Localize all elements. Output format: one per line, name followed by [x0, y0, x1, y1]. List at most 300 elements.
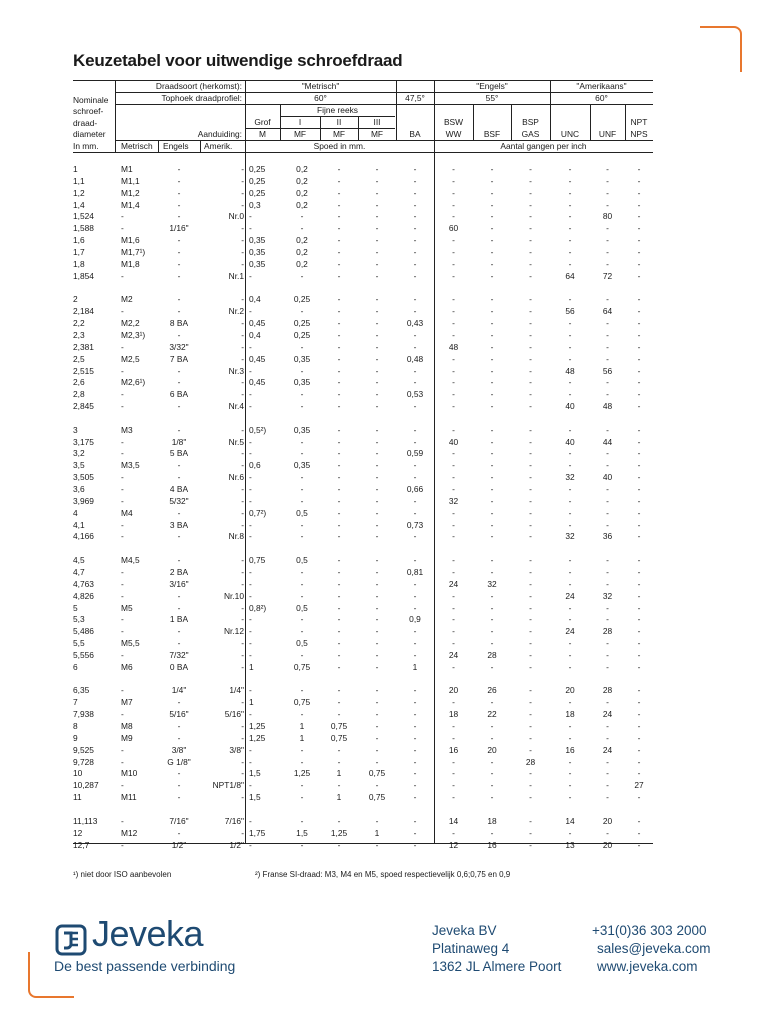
- table-cell: 0,2: [296, 258, 308, 269]
- table-cell: -: [241, 792, 244, 803]
- table-cell: 0,59: [406, 448, 424, 459]
- table-cell: 32: [448, 495, 459, 506]
- table-cell: -: [413, 424, 417, 435]
- table-cell: -: [637, 389, 641, 400]
- table-cell: -: [413, 460, 417, 471]
- table-cell: -: [413, 377, 417, 388]
- code-nps: NPS: [630, 129, 648, 139]
- table-cell: -: [529, 235, 532, 246]
- sub-metrisch: Metrisch: [121, 141, 153, 151]
- table-cell: -: [375, 732, 379, 743]
- table-cell: 1/8": [171, 436, 187, 447]
- table-cell: -: [413, 732, 417, 743]
- table-cell: -: [637, 164, 641, 174]
- table-cell: 0,25: [249, 164, 266, 174]
- table-cell: 1,2: [73, 187, 85, 198]
- table-cell: -: [637, 578, 641, 589]
- table-cell: -: [300, 472, 304, 483]
- group-metrisch: "Metrisch": [301, 81, 340, 91]
- table-cell: 18: [448, 709, 459, 720]
- table-cell: -: [177, 780, 181, 791]
- table-cell: -: [529, 590, 532, 601]
- table-cell: -: [249, 685, 252, 696]
- table-cell: -: [249, 519, 252, 530]
- table-cell: -: [606, 448, 609, 459]
- table-cell: -: [177, 768, 181, 779]
- table-cell: -: [249, 495, 252, 506]
- table-cell: -: [300, 495, 304, 506]
- table-cell: Nr.6: [228, 472, 244, 483]
- table-cell: -: [375, 531, 379, 542]
- table-cell: M1,4: [121, 199, 140, 210]
- table-cell: -: [337, 187, 341, 198]
- table-cell: G 1/8": [167, 756, 191, 767]
- table-cell: 1,6: [73, 235, 85, 246]
- table-cell: -: [490, 768, 494, 779]
- table-cell: -: [568, 258, 572, 269]
- table-cell: -: [637, 519, 641, 530]
- table-cell: -: [529, 187, 532, 198]
- table-cell: 0,75: [330, 732, 348, 743]
- table-cell: 0,6: [249, 460, 261, 471]
- table-cell: -: [337, 697, 341, 708]
- table-cell: -: [529, 827, 532, 838]
- table-cell: -: [606, 294, 609, 305]
- table-cell: -: [413, 602, 417, 613]
- table-cell: -: [241, 484, 244, 494]
- table-cell: -: [413, 401, 417, 411]
- table-cell: -: [568, 353, 572, 364]
- table-cell: -: [490, 306, 494, 317]
- table-cell: -: [413, 329, 417, 340]
- table-cell: -: [413, 495, 417, 506]
- table-cell: -: [606, 235, 609, 246]
- code-ww: WW: [445, 129, 462, 139]
- table-cell: -: [568, 792, 572, 803]
- table-cell: -: [241, 318, 244, 329]
- table-cell: -: [452, 235, 455, 246]
- table-cell: -: [529, 780, 532, 791]
- table-cell: -: [241, 341, 244, 352]
- table-cell: -: [637, 827, 641, 838]
- table-cell: 6,35: [73, 685, 90, 696]
- table-cell: -: [606, 578, 609, 589]
- table-cell: -: [606, 649, 609, 660]
- table-cell: -: [300, 744, 304, 755]
- table-cell: -: [121, 211, 124, 222]
- table-cell: -: [241, 164, 244, 174]
- table-cell: -: [529, 353, 532, 364]
- table-cell: 3,505: [73, 472, 94, 483]
- table-cell: -: [375, 258, 379, 269]
- table-cell: -: [337, 472, 341, 483]
- table-cell: 10: [73, 768, 83, 779]
- table-cell: Nr.5: [228, 436, 244, 447]
- table-cell: -: [241, 697, 244, 708]
- table-cell: -: [413, 839, 417, 850]
- table-cell: -: [606, 164, 609, 174]
- table-cell: 1: [299, 721, 305, 731]
- table-cell: -: [637, 246, 641, 257]
- table-cell: -: [529, 460, 532, 471]
- table-cell: -: [529, 436, 532, 447]
- table-cell: 16: [487, 839, 497, 850]
- table-cell: -: [529, 329, 532, 340]
- table-cell: -: [490, 246, 494, 257]
- table-cell: -: [375, 175, 379, 186]
- table-cell: -: [568, 721, 572, 731]
- table-cell: -: [241, 614, 244, 625]
- table-cell: -: [606, 258, 609, 269]
- table-cell: -: [606, 519, 609, 530]
- table-cell: 4 BA: [169, 484, 189, 494]
- table-cell: -: [413, 531, 417, 542]
- table-cell: -: [337, 258, 341, 269]
- table-cell: -: [177, 199, 181, 210]
- table-cell: 4,1: [73, 519, 85, 530]
- table-cell: M8: [121, 721, 133, 731]
- draadsoort-label: Draadsoort (herkomst):: [155, 81, 242, 91]
- table-cell: 10,287: [73, 780, 99, 791]
- table-cell: -: [490, 401, 494, 411]
- table-cell: -: [121, 839, 124, 850]
- table-cell: -: [568, 495, 572, 506]
- table-cell: -: [637, 175, 641, 186]
- table-cell: 7: [73, 697, 78, 708]
- table-cell: -: [300, 223, 304, 234]
- table-cell: -: [241, 519, 244, 530]
- table-cell: -: [452, 294, 455, 305]
- table-cell: -: [529, 602, 532, 613]
- grof-label: Grof: [254, 117, 271, 127]
- table-cell: 3/8": [171, 744, 187, 755]
- table-cell: 1,25: [330, 827, 348, 838]
- table-cell: 4,7: [73, 566, 85, 577]
- table-cell: 0,75: [249, 555, 266, 566]
- table-cell: -: [375, 780, 379, 791]
- table-cell: -: [249, 472, 252, 483]
- table-cell: -: [568, 827, 572, 838]
- table-cell: -: [337, 389, 341, 400]
- table-cell: 32: [565, 472, 575, 483]
- table-cell: -: [375, 614, 379, 625]
- table-cell: 24: [448, 649, 459, 660]
- table-cell: -: [568, 377, 572, 388]
- table-cell: -: [606, 495, 609, 506]
- table-cell: 2,3: [73, 329, 85, 340]
- table-cell: Nr.8: [228, 531, 244, 542]
- table-cell: -: [121, 448, 124, 459]
- table-cell: -: [637, 436, 641, 447]
- table-cell: -: [606, 175, 609, 186]
- table-cell: -: [121, 590, 124, 601]
- table-cell: -: [637, 815, 641, 826]
- table-cell: 0,35: [249, 235, 266, 246]
- table-cell: -: [121, 649, 124, 660]
- table-cell: -: [177, 164, 181, 174]
- group-engels: "Engels": [476, 81, 508, 91]
- brand-name: Jeveka: [92, 913, 204, 954]
- table-cell: -: [452, 614, 455, 625]
- table-cell: -: [606, 780, 609, 791]
- table-cell: -: [375, 661, 379, 672]
- table-cell: 4,826: [73, 590, 94, 601]
- footnote-2: ²) Franse SI-draad: M3, M4 en M5, spoed respectievelijk 0,6;0,75 en 0,9: [255, 870, 511, 879]
- table-cell: -: [413, 436, 417, 447]
- table-cell: 40: [448, 436, 459, 447]
- table-cell: -: [413, 638, 417, 648]
- table-cell: Nr.0: [228, 211, 244, 222]
- table-cell: M4,5: [121, 555, 140, 566]
- table-cell: -: [637, 590, 641, 601]
- table-cell: 5 BA: [169, 448, 189, 459]
- table-cell: -: [637, 472, 641, 483]
- table-cell: -: [637, 744, 641, 755]
- table-cell: -: [490, 436, 494, 447]
- table-cell: -: [637, 318, 641, 329]
- table-cell: -: [606, 638, 609, 648]
- table-cell: -: [249, 401, 252, 411]
- table-cell: -: [413, 507, 417, 518]
- table-cell: 0,75: [368, 768, 386, 779]
- table-cell: 20: [487, 744, 497, 755]
- table-cell: -: [529, 294, 532, 305]
- corner-decoration-top-right: [700, 26, 742, 72]
- table-cell: -: [490, 341, 494, 352]
- table-cell: M2,5: [121, 353, 140, 364]
- table-cell: -: [413, 626, 417, 637]
- table-cell: 3,175: [73, 436, 94, 447]
- table-cell: -: [490, 294, 494, 305]
- table-cell: -: [177, 555, 181, 566]
- website-link[interactable]: www.jeveka.com: [597, 959, 698, 974]
- table-cell: -: [177, 377, 181, 388]
- table-cell: -: [452, 211, 455, 222]
- table-cell: -: [413, 211, 417, 222]
- table-cell: -: [375, 626, 379, 637]
- table-cell: -: [300, 566, 304, 577]
- table-cell: -: [452, 638, 455, 648]
- table-cell: -: [375, 377, 379, 388]
- table-cell: -: [375, 756, 379, 767]
- table-cell: 36: [602, 531, 613, 542]
- table-cell: -: [568, 555, 572, 566]
- table-cell: -: [606, 566, 609, 577]
- table-cell: -: [606, 223, 609, 234]
- table-cell: -: [529, 792, 532, 803]
- table-cell: 1/2": [229, 839, 244, 850]
- brand-tagline: De best passende verbinding: [54, 958, 236, 974]
- table-cell: -: [121, 578, 124, 589]
- table-cell: -: [249, 815, 252, 826]
- table-cell: -: [568, 199, 572, 210]
- table-cell: -: [529, 578, 532, 589]
- table-cell: 0,35: [293, 353, 311, 364]
- table-cell: -: [529, 519, 532, 530]
- table-cell: -: [490, 377, 494, 388]
- table-cell: 2,381: [73, 341, 94, 352]
- table-cell: -: [337, 649, 341, 660]
- table-cell: -: [568, 649, 572, 660]
- table-cell: -: [337, 566, 341, 577]
- table-cell: -: [490, 697, 494, 708]
- table-cell: -: [606, 507, 609, 518]
- table-cell: -: [529, 341, 532, 352]
- table-cell: 2: [73, 294, 78, 305]
- table-cell: -: [413, 768, 417, 779]
- table-cell: -: [568, 638, 572, 648]
- table-cell: 1,5: [249, 792, 261, 803]
- table-cell: -: [121, 519, 124, 530]
- table-cell: -: [568, 756, 572, 767]
- table-cell: -: [606, 424, 609, 435]
- table-cell: -: [637, 721, 641, 731]
- table-cell: -: [121, 685, 124, 696]
- table-cell: 1: [73, 164, 78, 174]
- table-cell: -: [529, 258, 532, 269]
- table-cell: -: [452, 590, 455, 601]
- table-cell: 0,35: [293, 377, 311, 388]
- table-cell: 32: [565, 531, 575, 542]
- table-cell: -: [413, 187, 417, 198]
- table-cell: -: [452, 258, 455, 269]
- table-cell: M2,2: [121, 318, 140, 329]
- company-name: Jeveka BV: [432, 923, 497, 938]
- table-cell: -: [606, 341, 609, 352]
- table-cell: -: [337, 401, 341, 411]
- table-cell: M12: [121, 827, 138, 838]
- table-cell: 28: [525, 756, 536, 767]
- angle-ba: 47,5°: [405, 93, 425, 103]
- table-cell: -: [249, 649, 252, 660]
- table-cell: -: [568, 519, 572, 530]
- table-cell: -: [529, 199, 532, 210]
- table-cell: -: [413, 175, 417, 186]
- table-cell: -: [529, 685, 532, 696]
- table-cell: -: [606, 246, 609, 257]
- table-cell: -: [413, 199, 417, 210]
- table-cell: -: [637, 365, 641, 376]
- tophoek-label: Tophoek draadprofiel:: [161, 93, 242, 103]
- table-cell: -: [490, 329, 494, 340]
- table-cell: 0,5: [296, 507, 308, 518]
- table-cell: 1: [336, 792, 342, 803]
- table-cell: -: [121, 756, 124, 767]
- table-cell: 1: [412, 661, 418, 672]
- table-cell: -: [337, 685, 341, 696]
- table-cell: 9: [73, 732, 78, 743]
- table-cell: -: [413, 578, 417, 589]
- table-cell: -: [568, 661, 572, 672]
- table-cell: -: [337, 175, 341, 186]
- table-cell: Nr.10: [223, 590, 244, 601]
- table-cell: -: [568, 235, 572, 246]
- table-cell: -: [490, 792, 494, 803]
- table-cell: -: [637, 685, 641, 696]
- table-cell: -: [606, 697, 609, 708]
- table-cell: 5: [73, 602, 78, 613]
- table-cell: -: [529, 815, 532, 826]
- table-cell: -: [413, 685, 417, 696]
- table-cell: 20: [448, 685, 459, 696]
- table-cell: M5: [121, 602, 133, 613]
- table-cell: -: [337, 353, 341, 364]
- table-cell: -: [452, 768, 455, 779]
- table-cell: -: [177, 792, 181, 803]
- table-cell: -: [637, 566, 641, 577]
- email-link[interactable]: sales@jeveka.com: [597, 941, 711, 956]
- table-cell: Nr.4: [228, 401, 244, 411]
- table-cell: -: [490, 365, 494, 376]
- table-cell: -: [249, 531, 252, 542]
- table-cell: -: [452, 697, 455, 708]
- table-cell: -: [637, 661, 641, 672]
- table-cell: -: [413, 792, 417, 803]
- table-cell: -: [452, 270, 455, 281]
- table-cell: 3,6: [73, 484, 85, 494]
- code-unf: UNF: [598, 129, 617, 139]
- table-cell: -: [177, 235, 181, 246]
- table-cell: Nr.1: [228, 270, 244, 281]
- table-cell: -: [177, 258, 181, 269]
- table-cell: -: [121, 531, 124, 542]
- table-cell: -: [490, 602, 494, 613]
- table-cell: -: [452, 175, 455, 186]
- header-line: [73, 152, 653, 153]
- table-cell: 28: [602, 626, 613, 637]
- table-cell: -: [606, 602, 609, 613]
- table-cell: 2,6: [73, 377, 85, 388]
- table-cell: -: [529, 626, 532, 637]
- table-cell: M6: [121, 661, 133, 672]
- table-cell: M2,6¹): [121, 377, 146, 388]
- table-cell: 8: [73, 721, 78, 731]
- series-3-label: III: [373, 117, 381, 127]
- table-cell: -: [568, 780, 572, 791]
- table-cell: -: [375, 839, 379, 850]
- table-cell: M9: [121, 732, 133, 743]
- table-cell: 8 BA: [169, 318, 189, 329]
- phone-number[interactable]: +31(0)36 303 2000: [592, 923, 707, 938]
- table-cell: 0,2: [296, 235, 308, 246]
- table-cell: 3/8": [229, 744, 244, 755]
- table-cell: -: [637, 353, 641, 364]
- table-cell: -: [177, 329, 181, 340]
- table-cell: -: [337, 590, 341, 601]
- table-cell: 1,4: [73, 199, 85, 210]
- table-cell: -: [249, 484, 252, 494]
- table-cell: -: [337, 555, 341, 566]
- table-cell: -: [568, 389, 572, 400]
- table-cell: 1,7: [73, 246, 85, 257]
- code-m: M: [259, 129, 266, 139]
- table-cell: -: [413, 164, 417, 174]
- table-cell: -: [241, 555, 244, 566]
- table-cell: -: [249, 341, 252, 352]
- table-cell: -: [606, 484, 609, 494]
- table-cell: -: [529, 164, 532, 174]
- table-cell: -: [568, 578, 572, 589]
- table-cell: -: [413, 590, 417, 601]
- table-cell: -: [375, 815, 379, 826]
- table-cell: 0,35: [249, 258, 266, 269]
- table-cell: -: [490, 223, 494, 234]
- table-cell: -: [300, 531, 304, 542]
- table-cell: 1,524: [73, 211, 94, 222]
- table-cell: -: [490, 448, 494, 459]
- table-cell: -: [637, 626, 641, 637]
- table-cell: -: [606, 721, 609, 731]
